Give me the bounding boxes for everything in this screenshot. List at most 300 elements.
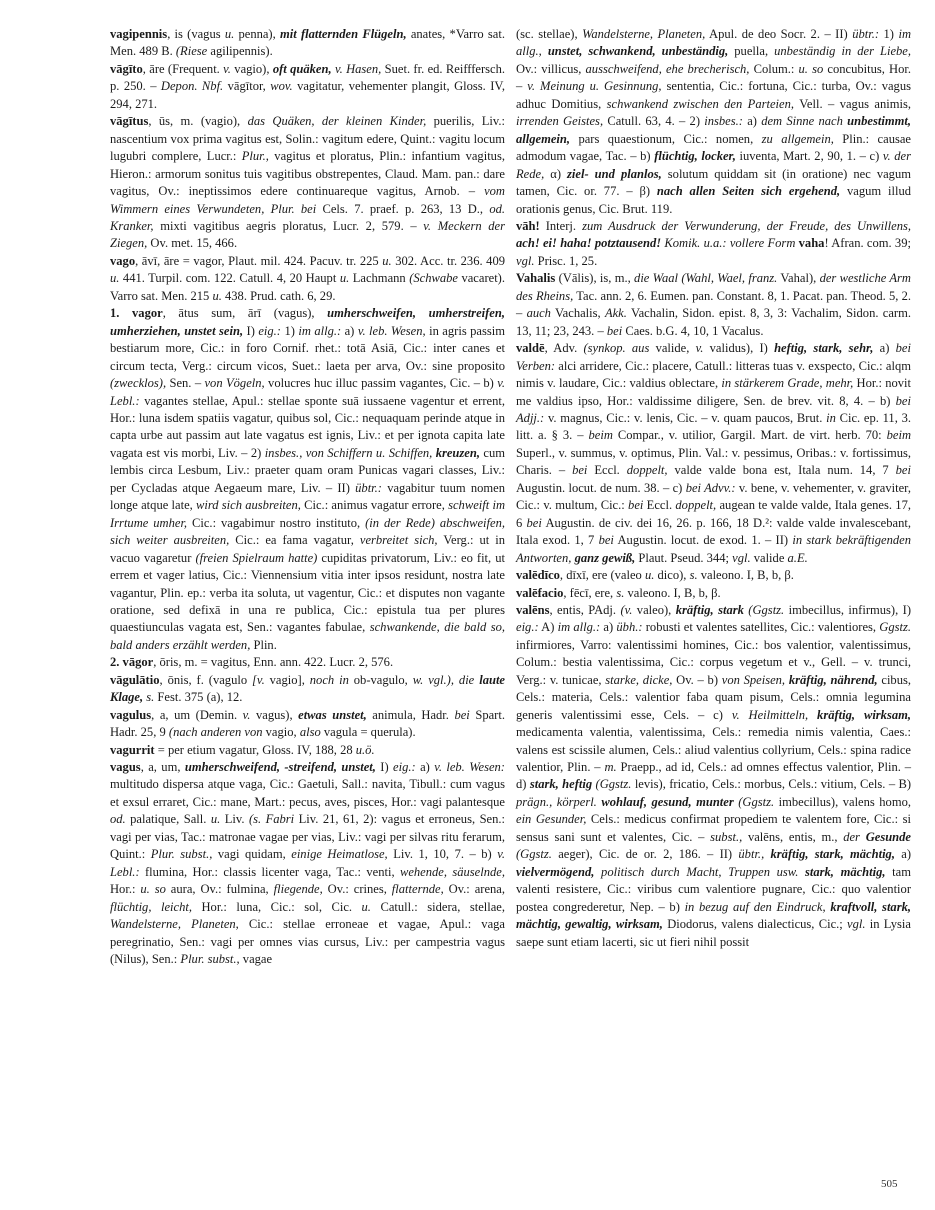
- entry-text: Praepp., ad id, Cels.: ad omnes effectus valentior, Plin. – d): [516, 760, 911, 792]
- entry-text: heftig, stark, sehr,: [774, 341, 874, 356]
- entry-text: (freien Spielraum hatte): [195, 550, 318, 565]
- entry-text: cibus, Cels.: materia, Cels.: valentior faba quam pisum, Cels.: omnia legumina generis valentissimi esse, Cels. – c): [516, 672, 912, 722]
- entry-text: unstet, schwankend, unbeständig,: [547, 44, 729, 59]
- entry-text: bei: [895, 463, 911, 478]
- entry-text: v. Meinung u. Gesinnung,: [527, 79, 662, 94]
- entry-text: beim: [886, 428, 911, 443]
- entry-text: v.: [242, 707, 251, 722]
- entry-text: bei: [606, 323, 623, 338]
- entry-text: valide: [750, 550, 788, 565]
- dictionary-entry: [110, 654, 505, 671]
- entry-text: v. Meckern der Ziegen,: [110, 218, 505, 251]
- entry-text: schwankend zwischen den Parteien,: [606, 96, 795, 111]
- entry-text: Komik. u.a.: vollere Form: [664, 236, 796, 251]
- entry-text: Superl., v. summus, v. optimus, Plin. Val.: v. pessimus, Oribas.: v. fortissimus, Charis. –: [516, 445, 911, 478]
- entry-text: Gesunde: [865, 829, 911, 844]
- entry-text: v. Lebl.:: [110, 376, 505, 408]
- entry-headword: valēdīco: [516, 568, 560, 583]
- entry-text: laute Klage,: [110, 672, 505, 705]
- entry-text: Depon. Nbf.: [160, 79, 224, 94]
- entry-text: kräftig, stark, mächtig,: [770, 847, 895, 862]
- entry-text: , āre (Frequent.: [142, 61, 224, 76]
- entry-text: vielvermögend,: [516, 864, 595, 879]
- entry-text: noch in: [309, 672, 349, 687]
- entry-headword: vāgīto: [110, 61, 143, 76]
- entry-text: Ggstz.: [879, 620, 911, 635]
- entry-text: 1): [281, 323, 299, 338]
- entry-text: wov.: [270, 79, 293, 94]
- entry-text: (zwecklos),: [110, 376, 167, 391]
- entry-text: übtr.,: [738, 847, 765, 862]
- entry-text: u.: [644, 568, 655, 583]
- entry-text: zum Ausdruck der Verwunderung, der Freude, des Unwillens,: [582, 218, 911, 233]
- entry-text: valeono. I, B, b, β.: [697, 568, 794, 583]
- right-column: [516, 26, 911, 951]
- entry-text: 441. Turpil. com. 122. Catull. 4, 20 Haupt: [119, 271, 340, 286]
- entry-text: vagi quidam,: [212, 847, 292, 862]
- dictionary-entry: [516, 567, 911, 584]
- entry-text: cum lembis circa Lesbum, Liv.: praeter quam oram Punicas vagari classes, Liv.: per Cycladas atque Aegaeum mare, Liv. – II): [110, 445, 505, 495]
- entry-text: pars quaestionum, Cic.: nomen,: [570, 131, 762, 146]
- entry-text: starke, dicke,: [605, 672, 673, 687]
- entry-text: schweift im Irrtume umher,: [110, 498, 506, 530]
- entry-text: Hor.: novit me valdius ipso, Hor.: valdissime diligere, Sen. de brev. vit. 8, 4. – b): [516, 376, 912, 408]
- entry-text: ausschweifend, ehe brecherisch,: [585, 61, 750, 76]
- entry-text: bei Advv.:: [685, 480, 736, 495]
- entry-text: umherschweifend, -streifend, unstet,: [184, 760, 376, 775]
- entry-text: vagio],: [264, 672, 310, 687]
- entry-text: A): [538, 620, 558, 635]
- entry-text: Lachmann: [349, 271, 410, 286]
- entry-text: cupiditas privatorum, Liv.: eo fit, ut errem et vager latius, Cic.: Viennensium vitia inter ipsos residunt, nostra late vagantur, Plin. ep.: verba ita soluta, ut vagentur, Cic.: et disputes non vagante oratione, sed defixā in una re publica, Cic.: epistula tua per plures quaestiunculas vagata est, Sen.: vagantes fabulae,: [110, 550, 505, 635]
- entry-text: v. bene, v. vehementer, v. graviter, Cic.: v. multum, Cic.:: [516, 480, 911, 513]
- entry-text: Colum.:: [749, 61, 799, 76]
- entry-text: vagum illud orationis genus, Cic. Brut. 119.: [516, 184, 911, 216]
- entry-text: wehende, säuselnde,: [399, 864, 505, 879]
- entry-text: in stärkerem Grade, mehr,: [721, 376, 854, 391]
- entry-text: Wandelsterne, Planeten,: [110, 917, 239, 932]
- dictionary-entry: [516, 26, 911, 218]
- entry-text: vagula = querula).: [320, 725, 416, 740]
- entry-text: etwas unstet,: [298, 707, 367, 722]
- entry-text: = per etium vagatur, Gloss. IV, 188, 28: [154, 742, 356, 757]
- entry-text: einige Heimatlose,: [291, 847, 388, 862]
- dictionary-entry: [110, 113, 505, 253]
- dictionary-entry: [516, 270, 911, 340]
- entry-text: bei: [454, 707, 470, 722]
- dictionary-entry: [110, 759, 505, 968]
- entry-text: vagantes stellae, Apul.: stellae sponte suā iussaene vagentur et errent, Hor.: luna isdem spatiis vagatur, quibus sol, Cic.: nequaquam perinde atque in capta urbe aut passim aut late vagatus est ignis, Liv.: et per ignota capita late vagata est vis morbi, Liv. – 2): [110, 393, 505, 460]
- entry-text: Plin.: causae admodum vagae, Tac. – b): [516, 131, 911, 164]
- entry-headword: vagulus: [110, 707, 152, 722]
- entry-headword: Vahalis: [516, 271, 556, 286]
- entry-text: valde valde bona est, Itala num. 14, 7: [667, 463, 896, 478]
- entry-text: , entis, PAdj.: [549, 602, 621, 617]
- entry-text: a): [600, 620, 617, 635]
- entry-text: Catull.: sidera, stellae,: [370, 899, 506, 914]
- entry-text: Plur. subst.,: [180, 952, 240, 967]
- entry-text: , ātus sum, ārī (vagus),: [162, 306, 328, 321]
- entry-text: im allg.:: [298, 323, 342, 338]
- entry-text: eig.:: [516, 620, 539, 635]
- entry-text: v. magnus, Cic.: v. lenis, Cic. – v. quam paucos, Brut.: [544, 410, 827, 425]
- entry-text: (Ggstz.: [595, 777, 632, 792]
- entry-text: valeo),: [632, 602, 676, 617]
- dictionary-entry: [110, 672, 505, 707]
- entry-text: (Ggstz.: [738, 794, 775, 809]
- entry-text: die Waal (Wahl, Wael, franz.: [634, 271, 778, 286]
- entry-text: Cic.: vagabimur nostro instituto,: [187, 515, 366, 530]
- entry-text: valeono. I, B, b, β.: [624, 585, 721, 600]
- entry-text: validus), I): [703, 341, 775, 356]
- entry-text: Plaut. Pseud. 344;: [635, 550, 733, 565]
- entry-text: (nach anderen von: [168, 725, 263, 740]
- page-number: 505: [881, 1178, 898, 1190]
- entry-text: , a, um (Demin.: [151, 707, 243, 722]
- entry-text: Augustin. locut. de num. 38. – c): [516, 480, 686, 495]
- entry-text: ach! ei! haha! potztausend!: [516, 236, 662, 251]
- entry-text: v. Lebl.:: [110, 847, 505, 879]
- entry-text: volucres huc illuc passim vagantes, Cic. – b): [264, 376, 498, 391]
- dictionary-entry: [516, 602, 911, 951]
- entry-text: vagio,: [262, 725, 300, 740]
- entry-text: v. leb. Wesen:: [434, 760, 505, 775]
- entry-text: Vahal),: [777, 271, 820, 286]
- dictionary-entry: [110, 26, 505, 61]
- entry-text: concubitus, Hor. –: [516, 61, 911, 94]
- entry-text: anates, *Varro sat. Men. 489 B.: [110, 27, 505, 59]
- entry-text: puella,: [728, 44, 775, 59]
- entry-text: valide,: [649, 341, 696, 356]
- entry-headword: vagurrit: [110, 742, 155, 757]
- entry-text: penna),: [234, 27, 280, 41]
- entry-text: u.ö.: [355, 742, 375, 757]
- entry-text: (synkop. aus: [583, 341, 650, 356]
- entry-text: , ūs, m. (vagio),: [148, 114, 248, 129]
- entry-text: Augustin. de civ. dei 16, 26. p. 166, 18 D.²: valde valde invalescebant, Itala exod. 1, 7: [516, 515, 911, 548]
- entry-text: a): [341, 323, 358, 338]
- entry-text: u. so: [798, 61, 824, 76]
- dictionary-entry: [110, 61, 505, 113]
- entry-headword: vagipennis: [110, 27, 168, 41]
- entry-text: flatternde,: [391, 882, 444, 897]
- entry-text: Cic.: animus vagatur errore,: [300, 498, 449, 513]
- entry-text: v. leb. Wesen,: [357, 323, 426, 338]
- entry-text: valēns, entis, m.,: [742, 829, 844, 844]
- dictionary-entry: [516, 585, 911, 602]
- entry-text: eig.:: [393, 760, 416, 775]
- entry-text: umherschweifen, umherstreifen, umherziehen, unstet sein,: [110, 306, 505, 338]
- entry-text: [798, 865, 805, 879]
- entry-headword: valēfacio: [516, 585, 564, 600]
- entry-text: imbecillus), valens homo,: [774, 794, 911, 809]
- entry-text: der: [843, 829, 860, 844]
- entry-text: , fēcī, ere,: [563, 585, 617, 600]
- entry-text: im allg.:: [557, 620, 601, 635]
- dictionary-entry: [516, 218, 911, 270]
- entry-text: animula, Hadr.: [366, 707, 455, 722]
- entry-text: agilipennis).: [207, 44, 273, 59]
- entry-text: vgl.: [847, 917, 866, 932]
- entry-text: Eccl.: [643, 498, 676, 513]
- entry-text: flumina, Hor.: classis licenter vaga, Tac.: venti,: [139, 864, 400, 879]
- entry-text: vagus),: [250, 707, 299, 722]
- entry-text: a): [742, 114, 762, 129]
- entry-text: das Quäken, der kleinen Kinder,: [247, 114, 427, 129]
- entry-text: u.: [382, 253, 392, 268]
- entry-text: bei: [598, 533, 614, 548]
- entry-text: vgl.: [516, 253, 535, 268]
- entry-text: irrenden Geistes,: [516, 114, 604, 129]
- entry-text: bei: [526, 515, 542, 530]
- entry-text: unbeständig in der Liebe,: [774, 44, 912, 59]
- entry-text: (s. Fabri: [248, 812, 295, 827]
- entry-text: politisch durch Macht, Truppen usw.: [601, 864, 799, 879]
- entry-text: Hor.:: [110, 882, 141, 897]
- entry-text: v.: [223, 61, 231, 76]
- entry-text: Eccl.: [587, 463, 627, 478]
- entry-text: von Vögeln,: [204, 376, 265, 391]
- entry-text: od.: [110, 812, 126, 827]
- entry-text: Vachalin, Sidon. epist. 8, 3, 3: Vachalim, Sidon. carm. 13, 11; 23, 243. –: [516, 306, 911, 338]
- entry-text: flüchtig, leicht,: [110, 899, 192, 914]
- entry-text: aura, Ov.: fulmina,: [165, 882, 274, 897]
- dictionary-entry: [110, 305, 505, 654]
- entry-text: stark, mächtig,: [805, 864, 886, 879]
- entry-text: vom Wimmern eines Verwundeten, Plur. bei: [110, 184, 505, 216]
- entry-text: Liv.: [220, 812, 249, 827]
- entry-text: Wandelsterne, Planeten,: [582, 27, 706, 41]
- entry-text: übtr.:: [355, 480, 382, 495]
- entry-text: Hor.: luna, Cic.: sol, Cic.: [191, 899, 362, 914]
- entry-headword: valdē: [516, 341, 545, 356]
- entry-text: Ov.: villicus,: [516, 61, 586, 76]
- entry-text: solutum quiddam sit (in oratione) nec vagum tamen, Cic. or. 77. – β): [516, 166, 911, 199]
- entry-text: zu allgemein,: [761, 131, 834, 146]
- entry-text: (Vālis), is, m.,: [555, 271, 635, 286]
- entry-text: ob-vagulo,: [348, 672, 413, 687]
- entry-text: Akk.: [604, 306, 627, 321]
- entry-text: vagitatur, vehementer plangit, Gloss. IV, 294, 271.: [110, 79, 505, 111]
- entry-text: Sen. –: [166, 376, 205, 391]
- entry-text: multitudo dispersa atque vaga, Cic.: Gaetuli, Sall.: navita, Tibull.: cum vagus et exsul erraret, Cic.: mane, Mart.: pecus, aves, pisces, Hor.: vagi palantesque: [110, 777, 505, 809]
- entry-text: vgl.: [732, 550, 751, 565]
- entry-text: robusti et valentes satellites, Cic.: valentiores,: [642, 620, 880, 635]
- entry-text: levis), fricatio, Cels.: morbus, Cels.: vitium, Cels. – B): [631, 777, 912, 792]
- entry-text: in bezug auf den Eindruck,: [684, 899, 826, 914]
- entry-text: u.: [110, 271, 120, 286]
- dictionary-entry: [110, 707, 505, 742]
- entry-text: unbestimmt, allgemein,: [516, 114, 911, 146]
- entry-text: vagae: [239, 952, 273, 967]
- entry-text: Plin.: [250, 637, 277, 652]
- entry-text: , is (vagus: [167, 27, 225, 41]
- entry-text: der westliche Arm des Rheins,: [516, 271, 911, 303]
- entry-text: aeger), Cic. de or. 2, 186. – II): [551, 847, 739, 862]
- entry-text: (Schwabe: [409, 271, 458, 286]
- entry-text: eig.:: [258, 323, 281, 338]
- entry-text: doppelt,: [626, 463, 668, 478]
- entry-text: insbes.:: [704, 114, 743, 129]
- entry-text: od. Kranker,: [110, 201, 505, 233]
- entry-text: Cic.: stellae erroneae et vagae, Apul.: vaga peregrinatio, Sen.: vagi per omnes vias cursus, Liv.: per campestria vagus (Nilus), Sen.:: [110, 917, 505, 967]
- entry-headword: vāgulātio: [110, 672, 160, 687]
- entry-text: , dīxī, ere (valeo: [559, 568, 645, 583]
- entry-headword: vaha: [798, 236, 825, 251]
- entry-text: Ov.: crines,: [322, 882, 392, 897]
- entry-text: u.: [212, 288, 222, 303]
- entry-text: imbecillus, infirmus), I): [784, 602, 912, 617]
- entry-text: kräftig, stark: [675, 602, 744, 617]
- entry-text: Augustin. locut. de exod. 1. – II): [613, 533, 793, 548]
- entry-text: in stark bekräftigenden Antworten,: [516, 533, 911, 565]
- entry-text: also: [299, 725, 321, 740]
- entry-text: in Lysia saepe sunt etiam lacerti, sic ut fieri nihil possit: [516, 917, 911, 949]
- entry-text: Liv. 1, 10, 7. – b): [387, 847, 498, 862]
- entry-text: Fest. 375 (a), 12.: [154, 690, 243, 705]
- entry-text: u.: [361, 899, 371, 914]
- entry-text: Plur. subst.,: [150, 847, 213, 862]
- entry-text: Interj.: [539, 218, 583, 233]
- entry-text: ziel- und planlos,: [567, 166, 662, 181]
- entry-text: subst.,: [710, 829, 743, 844]
- entry-text: Cic.: ea fama vagatur,: [229, 533, 360, 548]
- entry-text: infirmiores, Varro: valentissimi homines, Cic.: bos valentior, valentissimus, Colum.: bestia valentissima, Cic.: corpus vegetum et v., Gell. – v. trunci, Verg.: v. tunicae,: [516, 637, 911, 687]
- entry-text: I): [243, 323, 259, 338]
- entry-text: , ōnis, f. (vagulo: [159, 672, 253, 687]
- entry-headword: 2. vāgor: [110, 655, 154, 670]
- entry-text: kraftvoll, stark, mächtig, gewaltig, wirksam,: [516, 899, 911, 932]
- entry-text: Spart. Hadr. 25, 9: [110, 707, 505, 740]
- entry-text: ! Afran. com. 39;: [824, 236, 911, 251]
- entry-text: insbes., von Schiffern u. Schiffen,: [264, 445, 433, 460]
- entry-text: verbreitet sich,: [359, 533, 438, 548]
- entry-text: (Riese: [175, 44, 208, 59]
- entry-text: 302. Acc. tr. 236. 409: [391, 253, 505, 268]
- entry-text: von Speisen,: [721, 672, 786, 687]
- entry-text: alci arridere, Cic.: placere, Catull.: litteras tuas v. exspecto, Cic.: alqm nimis v. laudare, Cic.: valdius oblectare,: [516, 358, 911, 391]
- dictionary-entry: [110, 253, 505, 305]
- entry-text: a.E.: [787, 550, 808, 565]
- entry-text: ein Gesunder,: [516, 812, 587, 827]
- entry-text: beim: [588, 428, 613, 443]
- entry-text: , ōris, m. = vagitus, Enn. ann. 422. Lucr. 2, 576.: [153, 655, 394, 670]
- entry-text: Tac. ann. 2, 6. Eumen. pan. Constant. 8, 1. Pacat. pan. Theod. 5, 2. –: [516, 288, 911, 321]
- entry-text: Verg.: ut in vacuo vagaretur: [110, 533, 505, 565]
- entry-text: vagitus et ploratus, Plin.: infantium vagitus, Hieron.: armorum sonitus tuis vagitibus obstrepentes, Claud. Mam. pan.: dare vagitus, Ov.: ineptissimos edere continuareque vagitus, Arnob. –: [110, 149, 505, 199]
- entry-text: dico),: [654, 568, 690, 583]
- entry-text: wird sich ausbreiten,: [196, 498, 301, 513]
- entry-text: u. so: [140, 882, 166, 897]
- entry-text: Cels. 7. praef. p. 263, 13 D.,: [316, 201, 490, 216]
- entry-headword: valēns: [516, 602, 550, 617]
- entry-text: s.: [689, 568, 698, 583]
- entry-text: vacaret). Varro sat. Men. 215: [110, 271, 505, 303]
- entry-text: Ov. – b): [672, 672, 722, 687]
- entry-text: Compar., v. utilior, Gargil. Mart. de virt. herb. 70:: [612, 428, 887, 443]
- entry-text: vagabitur tuum nomen longe atque late,: [110, 480, 505, 513]
- entry-text: dem Sinne nach: [761, 114, 843, 129]
- entry-text: , a, um,: [140, 760, 185, 775]
- entry-text: v. der Rede,: [516, 149, 911, 181]
- entry-text: v. Heilmitteln,: [731, 707, 809, 722]
- entry-text: prägn., körperl.: [516, 794, 597, 809]
- entry-headword: vāh!: [516, 218, 540, 233]
- entry-text: , āvī, āre = vagor, Plaut. mil. 424. Pacuv. tr. 225: [135, 253, 383, 268]
- entry-text: vagio),: [230, 61, 273, 76]
- entry-text: medicamenta valentia, valentissima, Cels.: remedia nimis valentia, Caes.: valens est scissile alumen, Cels.: aliud valentius collyrium, Cels.: spina radice valentior, Plin. –: [516, 725, 911, 775]
- entry-text: (Ggstz.: [748, 602, 785, 617]
- entry-text: Liv. 21, 61, 2): vagus et erroneus, Sen.: vagi per vias, Tac.: matronae vagae per vias, Liv.: vagi per silvas ritu ferarum, Quint.:: [110, 812, 506, 862]
- entry-text: augean te valde valde, Itala genes. 17, 6: [516, 498, 911, 530]
- entry-text: Plur.,: [241, 149, 269, 164]
- entry-text: Caes. b.G. 4, 10, 1 Vacalus.: [622, 323, 764, 338]
- entry-text: u.: [339, 271, 350, 286]
- entry-text: palatique, Sall.: [125, 812, 211, 827]
- entry-text: kräftig, wirksam,: [817, 707, 912, 722]
- entry-text: s.: [616, 585, 625, 600]
- entry-text: tam valenti resistere, Cic.: viribus cum valentiore pugnare, Cic.: quo valentior postea congrederetur, Nep. – b): [516, 864, 911, 914]
- dictionary-entry: [110, 742, 505, 759]
- entry-text: flüchtig, locker,: [654, 149, 736, 164]
- entry-text: fliegende,: [273, 882, 323, 897]
- entry-text: [808, 708, 817, 722]
- entry-text: mixti vagitibus aegris ploratus, Lucr. 2, 579. –: [153, 218, 424, 233]
- entry-text: [v.: [252, 672, 265, 687]
- entry-text: Ov. met. 15, 466.: [147, 236, 238, 251]
- entry-text: übh.:: [616, 620, 643, 635]
- entry-text: wohlauf, gesund, munter: [601, 794, 734, 809]
- entry-text: bei: [628, 498, 644, 513]
- entry-text: bei Adjj.:: [516, 393, 911, 425]
- entry-headword: vāgītus: [110, 114, 149, 129]
- entry-text: Suet. fr. ed. Reifffersch. p. 250. –: [110, 61, 506, 94]
- entry-text: nach allen Seiten sich ergehend,: [656, 184, 841, 199]
- entry-text: Apul. de deo Socr. 2. – II): [705, 27, 853, 41]
- entry-text: (v.: [620, 602, 633, 617]
- entry-text: (in der Rede) abschweifen, sich weiter ausbreiten,: [110, 515, 505, 548]
- entry-text: s.: [146, 690, 155, 705]
- entry-text: sententia, Cic.: fortuna, Cic.: turba, Ov.: vagus adhuc Domitius,: [516, 79, 911, 111]
- entry-text: bei Verben:: [516, 341, 911, 373]
- entry-headword: vago: [110, 253, 136, 268]
- entry-text: doppelt,: [675, 498, 717, 513]
- entry-text: Cels.: medicus confirmat propediem te valentem fore, Cic.: si sensus sani sunt et valentes, Cic. –: [516, 812, 911, 844]
- entry-text: auch: [526, 306, 551, 321]
- entry-text: a): [873, 341, 896, 356]
- entry-text: puerilis, Liv.: nascentium vox prima vagitus est, Solin.: vagitum edere, Quint.: vagitu locum lugubri complere, Lucr.:: [110, 114, 505, 164]
- entry-headword: vagus: [110, 760, 141, 775]
- entry-text: α): [544, 166, 568, 181]
- entry-text: v.: [695, 341, 704, 356]
- entry-headword: 1. vagor: [110, 306, 163, 321]
- entry-text: kreuzen,: [435, 445, 480, 460]
- entry-text: I): [375, 760, 394, 775]
- entry-text: Prisc. 1, 25.: [534, 253, 598, 268]
- dictionary-entry: [516, 340, 911, 567]
- entry-text: Vachalis,: [550, 306, 605, 321]
- entry-text: im allg.,: [516, 27, 912, 59]
- entry-text: v. Hasen,: [334, 61, 382, 76]
- entry-text: bei: [572, 463, 588, 478]
- entry-text: m.: [604, 760, 617, 775]
- entry-text: Vell. – vagus animis,: [794, 96, 911, 111]
- entry-text: Cic. ep. 11, 3. litt. a. § 3. –: [516, 410, 911, 443]
- entry-text: Ov.: arena,: [443, 882, 505, 897]
- entry-text: schwankende, die bald so, bald anders erzählt werden,: [110, 620, 505, 652]
- entry-text: u.: [210, 812, 221, 827]
- entry-text: stark, heftig: [529, 777, 593, 792]
